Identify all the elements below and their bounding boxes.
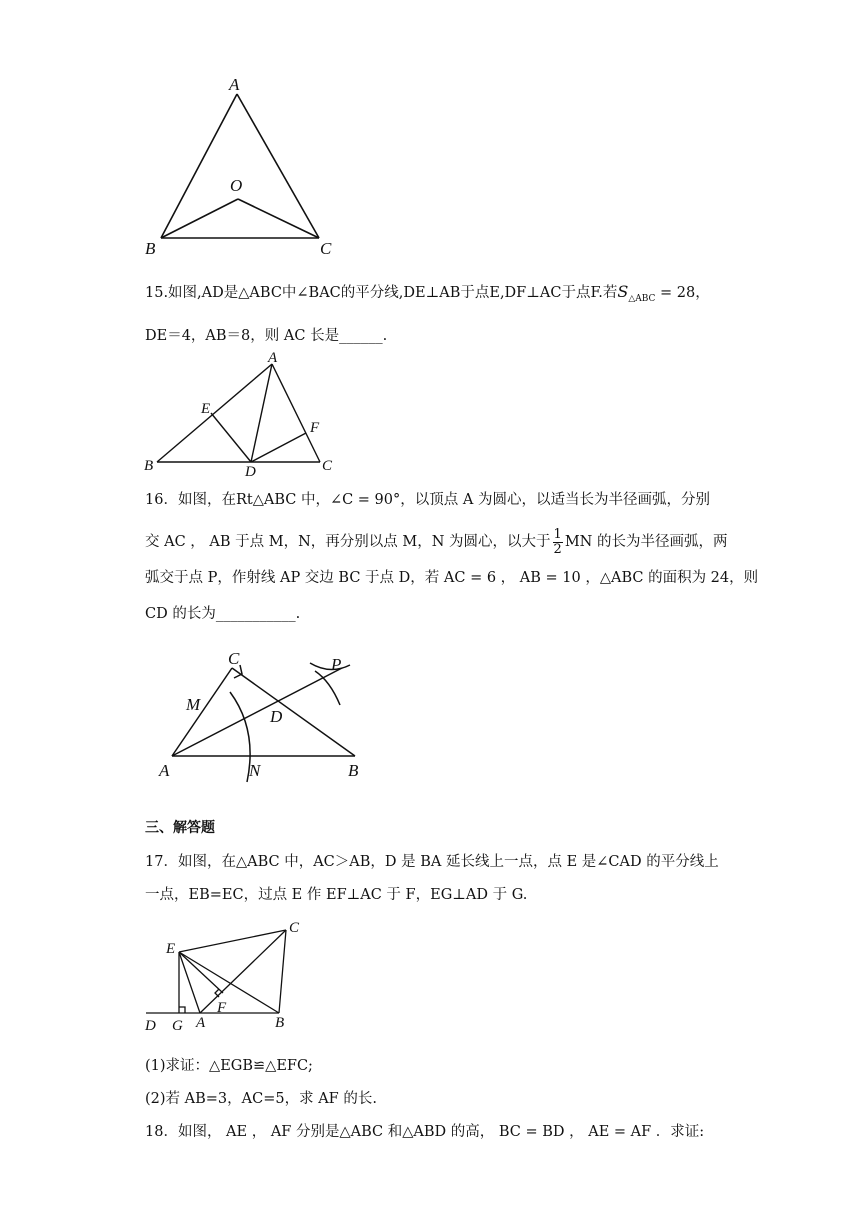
q16-line1: 16．如图，在Rt△ABC 中，∠C = 90°，以顶点 A 为圆心，以适当长为半径画弧，分别 xyxy=(145,492,710,508)
label-B: B xyxy=(145,239,156,258)
q18-line1: 18．如图， AE ， AF 分别是△ABC 和△ABD 的高， BC = BD ， AE = AF ．求证: xyxy=(145,1124,705,1140)
label-F: F xyxy=(310,420,320,436)
fraction-one-half: $\frac{1}{2}$ xyxy=(553,526,562,557)
label-D: D xyxy=(245,464,256,476)
label-B: B xyxy=(348,761,359,780)
section-heading: 三、解答题 xyxy=(145,820,215,836)
area-symbol: S xyxy=(617,282,629,301)
label-P: P xyxy=(331,655,342,674)
label-D: D xyxy=(270,707,283,726)
q17-part2: (2)若 AB=3，AC=5，求 AF 的长. xyxy=(145,1091,377,1107)
q17-line1: 17．如图，在△ABC 中，AC＞AB，D 是 BA 延长线上一点，点 E 是∠CAD 的平分线上 xyxy=(145,854,719,870)
figure-15-angle-bisector xyxy=(140,348,340,476)
figure-16-construction xyxy=(150,645,375,785)
area-value: = 28， xyxy=(655,285,710,301)
label-O: O xyxy=(230,176,243,195)
label-B: B xyxy=(144,458,154,474)
label-G: G xyxy=(172,1018,183,1034)
label-E: E xyxy=(201,401,211,417)
label-E: E xyxy=(166,941,176,957)
q16-line3: 弧交于点 P，作射线 AP 交边 BC 于点 D，若 AC = 6 ， AB = 10 ，△ABC 的面积为 24，则 xyxy=(145,570,759,586)
q15-line2: DE＝4，AB＝8，则 AC 长是______. xyxy=(145,328,388,344)
q16-line4: CD 的长为___________. xyxy=(145,606,301,622)
label-N: N xyxy=(249,761,261,780)
label-F: F xyxy=(217,1000,227,1016)
label-B: B xyxy=(275,1015,285,1031)
label-A: A xyxy=(196,1015,206,1031)
label-C: C xyxy=(228,649,240,668)
label-C: C xyxy=(289,920,300,936)
label-C: C xyxy=(320,239,332,258)
q17-line2: 一点，EB=EC，过点 E 作 EF⊥AC 于 F，EG⊥AD 于 G. xyxy=(145,887,528,903)
figure-17-triangle xyxy=(140,915,310,1035)
q15-line1: 15.如图,AD是△ABC中∠BAC的平分线,DE⊥AB于点E,DF⊥AC于点F.若$S_{\triangle ABC} = 28$， xyxy=(145,282,710,304)
q16-line2: 交 AC ， AB 于点 M，N，再分别以点 M，N 为圆心，以大于 $\frac{1}{2}$ MN 的长为半径画弧，两 xyxy=(145,526,728,557)
label-C: C xyxy=(322,458,333,474)
label-A: A xyxy=(159,761,170,780)
label-A: A xyxy=(268,350,278,366)
label-A: A xyxy=(229,75,240,94)
label-D: D xyxy=(145,1018,156,1034)
area-subscript: △ABC xyxy=(628,293,656,304)
figure-14-triangle-abo xyxy=(140,72,340,262)
label-M: M xyxy=(186,695,201,714)
q17-part1: (1)求证：△EGB≌△EFC; xyxy=(145,1058,313,1074)
